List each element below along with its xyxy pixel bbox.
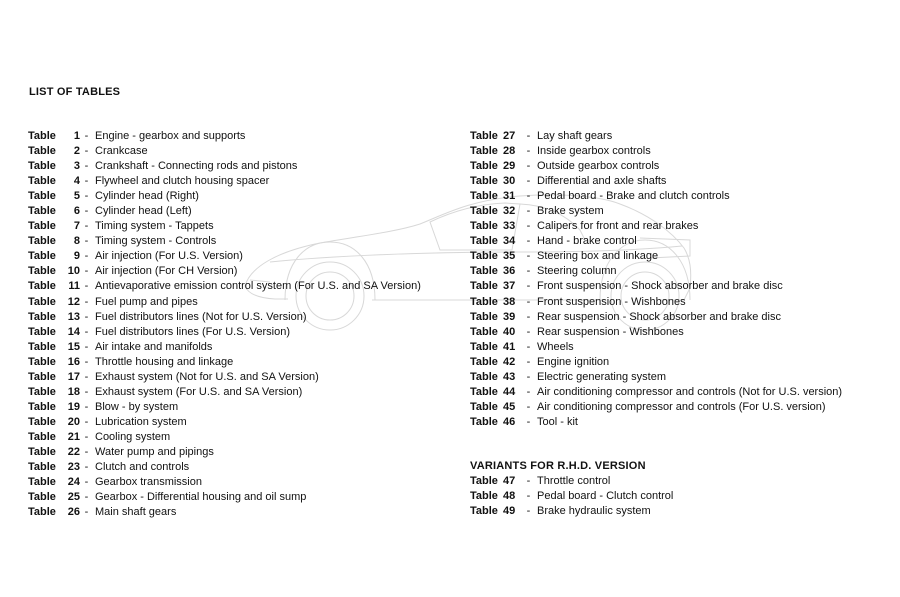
table-label xyxy=(28,385,80,400)
table-label xyxy=(28,490,80,505)
table-word: Table xyxy=(470,355,498,368)
table-number: 36 xyxy=(503,265,516,278)
table-label xyxy=(28,234,80,249)
table-entry xyxy=(470,144,842,159)
table-number: 18 xyxy=(67,385,80,398)
separator-dash: - xyxy=(526,280,531,293)
separator-dash: - xyxy=(526,325,531,338)
table-entry xyxy=(470,340,842,355)
separator-dash: - xyxy=(84,265,89,278)
table-number: 12 xyxy=(67,295,80,308)
separator-dash: - xyxy=(84,160,89,173)
table-word: Table xyxy=(28,415,56,428)
table-number: 16 xyxy=(67,355,80,368)
table-label xyxy=(470,264,522,279)
table-description: Exhaust system (For U.S. and SA Version) xyxy=(95,385,303,398)
table-entry xyxy=(28,279,421,294)
table-word: Table xyxy=(470,130,498,142)
table-entry xyxy=(28,385,421,400)
separator-dash: - xyxy=(84,235,89,248)
separator-dash: - xyxy=(84,385,89,398)
table-entry xyxy=(28,400,421,415)
table-label xyxy=(28,189,80,204)
table-label xyxy=(470,325,522,340)
table-description: Fuel distributors lines (For U.S. Version) xyxy=(95,325,291,338)
separator-dash: - xyxy=(84,325,89,338)
table-label xyxy=(28,325,80,340)
separator-dash: - xyxy=(84,355,89,368)
separator-dash: - xyxy=(526,385,531,398)
table-word: Table xyxy=(28,280,56,293)
separator-dash: - xyxy=(526,235,531,248)
table-number: 31 xyxy=(503,190,516,203)
table-word: Table xyxy=(470,145,498,158)
table-number: 4 xyxy=(73,175,80,188)
table-number: 1 xyxy=(73,130,80,142)
table-label xyxy=(470,370,522,385)
table-entry xyxy=(470,504,673,519)
table-entry xyxy=(28,445,421,460)
separator-dash: - xyxy=(84,205,89,218)
table-label xyxy=(28,310,80,325)
table-description: Main shaft gears xyxy=(95,506,177,519)
table-label xyxy=(28,430,80,445)
table-label xyxy=(470,204,522,219)
table-entry xyxy=(28,295,421,310)
table-number: 41 xyxy=(503,340,516,353)
table-word: Table xyxy=(28,430,56,443)
table-entry xyxy=(470,415,842,430)
table-number: 10 xyxy=(67,265,80,278)
table-number: 33 xyxy=(503,220,516,233)
table-number: 24 xyxy=(67,476,80,489)
table-entry xyxy=(28,129,421,144)
table-description: Cooling system xyxy=(95,430,171,443)
table-entry xyxy=(470,400,842,415)
separator-dash: - xyxy=(84,220,89,233)
table-entry xyxy=(28,490,421,505)
separator-dash: - xyxy=(526,370,531,383)
table-word: Table xyxy=(28,250,56,263)
table-entry xyxy=(470,159,842,174)
table-number: 26 xyxy=(67,506,80,519)
separator-dash: - xyxy=(526,295,531,308)
table-word: Table xyxy=(470,250,498,263)
separator-dash: - xyxy=(84,190,89,203)
table-label xyxy=(470,310,522,325)
separator-dash: - xyxy=(526,190,531,203)
table-entry xyxy=(28,144,421,159)
table-entry xyxy=(28,415,421,430)
separator-dash: - xyxy=(526,160,531,173)
separator-dash: - xyxy=(526,475,531,487)
table-label xyxy=(28,159,80,174)
table-word: Table xyxy=(28,160,56,173)
table-number: 28 xyxy=(503,145,516,158)
table-description: Air conditioning compressor and controls (For U.S. version) xyxy=(537,400,826,413)
table-description: Differential and axle shafts xyxy=(537,175,667,188)
table-number: 11 xyxy=(68,280,80,293)
table-label xyxy=(470,234,522,249)
table-word: Table xyxy=(28,355,56,368)
table-description: Pedal board - Brake and clutch controls xyxy=(537,190,730,203)
table-entry xyxy=(28,430,421,445)
table-word: Table xyxy=(470,385,498,398)
table-word: Table xyxy=(28,370,56,383)
separator-dash: - xyxy=(526,505,531,518)
separator-dash: - xyxy=(84,295,89,308)
table-word: Table xyxy=(28,461,56,474)
separator-dash: - xyxy=(84,310,89,323)
table-description: Front suspension - Shock absorber and brake disc xyxy=(537,280,783,293)
table-entry xyxy=(470,385,842,400)
table-description: Steering column xyxy=(537,265,617,278)
rhd-table-list xyxy=(470,474,673,519)
table-number: 3 xyxy=(73,160,80,173)
table-description: Cylinder head (Left) xyxy=(95,205,192,218)
table-description: Exhaust system (Not for U.S. and SA Version) xyxy=(95,370,319,383)
separator-dash: - xyxy=(526,145,531,158)
table-word: Table xyxy=(470,265,498,278)
table-entry xyxy=(470,204,842,219)
table-word: Table xyxy=(28,491,56,504)
separator-dash: - xyxy=(84,400,89,413)
separator-dash: - xyxy=(526,415,531,428)
table-label xyxy=(28,249,80,264)
table-word: Table xyxy=(28,205,56,218)
table-description: Tool - kit xyxy=(537,415,578,428)
separator-dash: - xyxy=(526,310,531,323)
table-number: 29 xyxy=(503,160,516,173)
table-description: Lay shaft gears xyxy=(537,130,613,142)
table-number: 21 xyxy=(67,430,80,443)
table-label xyxy=(28,400,80,415)
table-label xyxy=(28,370,80,385)
table-description: Fuel pump and pipes xyxy=(95,295,198,308)
table-description: Pedal board - Clutch control xyxy=(537,490,674,503)
table-description: Blow - by system xyxy=(95,400,179,413)
table-word: Table xyxy=(470,280,498,293)
table-description: Engine ignition xyxy=(537,355,610,368)
table-entry xyxy=(470,489,673,504)
table-number: 43 xyxy=(503,370,516,383)
table-entry xyxy=(470,325,842,340)
table-label xyxy=(28,174,80,189)
table-description: Lubrication system xyxy=(95,415,187,428)
table-description: Engine - gearbox and supports xyxy=(95,130,246,142)
table-entry xyxy=(28,475,421,490)
table-label xyxy=(28,355,80,370)
table-description: Timing system - Tappets xyxy=(95,220,214,233)
table-description: Fuel distributors lines (Not for U.S. Version) xyxy=(95,310,307,323)
table-description: Cylinder head (Right) xyxy=(95,190,199,203)
table-number: 35 xyxy=(503,250,516,263)
table-word: Table xyxy=(470,205,498,218)
separator-dash: - xyxy=(526,340,531,353)
table-description: Gearbox - Differential housing and oil sump xyxy=(95,491,307,504)
table-entry xyxy=(470,310,842,325)
table-label xyxy=(470,144,522,159)
table-label xyxy=(470,249,522,264)
table-label xyxy=(470,355,522,370)
table-word: Table xyxy=(470,475,498,487)
table-label xyxy=(470,489,522,504)
table-label xyxy=(470,400,522,415)
table-entry xyxy=(28,249,421,264)
table-description: Electric generating system xyxy=(537,370,666,383)
table-label xyxy=(470,219,522,234)
table-number: 20 xyxy=(67,415,80,428)
table-entry xyxy=(470,279,842,294)
table-word: Table xyxy=(28,235,56,248)
table-word: Table xyxy=(28,445,56,458)
table-number: 48 xyxy=(503,490,516,503)
table-label xyxy=(28,264,80,279)
table-entry xyxy=(470,129,842,144)
table-word: Table xyxy=(470,340,498,353)
table-number: 32 xyxy=(503,205,516,218)
separator-dash: - xyxy=(84,461,89,474)
table-description: Throttle housing and linkage xyxy=(95,355,234,368)
table-entry xyxy=(28,159,421,174)
separator-dash: - xyxy=(526,490,531,503)
table-number: 6 xyxy=(73,205,80,218)
table-number: 25 xyxy=(67,491,80,504)
table-word: Table xyxy=(28,265,56,278)
separator-dash: - xyxy=(84,445,89,458)
page-title: LIST OF TABLES xyxy=(29,86,121,98)
table-label xyxy=(28,415,80,430)
table-word: Table xyxy=(470,490,498,503)
table-description: Flywheel and clutch housing spacer xyxy=(95,175,270,188)
table-word: Table xyxy=(28,145,56,158)
table-entry xyxy=(470,174,842,189)
table-number: 22 xyxy=(67,445,80,458)
table-description: Wheels xyxy=(537,340,574,353)
separator-dash: - xyxy=(84,130,89,142)
table-number: 17 xyxy=(67,370,80,383)
table-description: Air conditioning compressor and controls (Not for U.S. version) xyxy=(537,385,843,398)
table-word: Table xyxy=(470,295,498,308)
table-number: 39 xyxy=(503,310,516,323)
table-word: Table xyxy=(470,505,498,518)
table-word: Table xyxy=(28,295,56,308)
table-word: Table xyxy=(470,310,498,323)
table-description: Inside gearbox controls xyxy=(537,145,651,158)
table-entry xyxy=(28,234,421,249)
separator-dash: - xyxy=(84,250,89,263)
table-entry xyxy=(28,355,421,370)
table-number: 14 xyxy=(67,325,80,338)
table-number: 2 xyxy=(73,145,80,158)
table-number: 7 xyxy=(73,220,80,233)
table-description: Air injection (For U.S. Version) xyxy=(95,250,243,263)
separator-dash: - xyxy=(84,415,89,428)
separator-dash: - xyxy=(526,400,531,413)
table-entry xyxy=(28,204,421,219)
table-entry xyxy=(28,370,421,385)
table-label xyxy=(470,189,522,204)
table-label xyxy=(28,219,80,234)
table-description: Timing system - Controls xyxy=(95,235,217,248)
table-label xyxy=(28,129,80,144)
separator-dash: - xyxy=(84,476,89,489)
table-label xyxy=(470,474,522,489)
table-description: Rear suspension - Wishbones xyxy=(537,325,684,338)
table-number: 30 xyxy=(503,175,516,188)
table-word: Table xyxy=(470,400,498,413)
table-entry xyxy=(28,310,421,325)
table-number: 13 xyxy=(67,310,80,323)
table-description: Calipers for front and rear brakes xyxy=(537,220,699,233)
table-number: 19 xyxy=(67,400,80,413)
table-entry xyxy=(470,219,842,234)
table-number: 9 xyxy=(73,250,80,263)
separator-dash: - xyxy=(84,430,89,443)
table-word: Table xyxy=(28,385,56,398)
table-word: Table xyxy=(28,476,56,489)
table-description: Antievaporative emission control system (For U.S. and SA Version) xyxy=(95,280,421,293)
table-entry xyxy=(470,189,842,204)
separator-dash: - xyxy=(526,130,531,142)
table-word: Table xyxy=(28,325,56,338)
table-word: Table xyxy=(470,325,498,338)
table-label xyxy=(470,129,522,144)
table-word: Table xyxy=(28,400,56,413)
separator-dash: - xyxy=(84,370,89,383)
table-label xyxy=(470,504,522,519)
table-description: Rear suspension - Shock absorber and brake disc xyxy=(537,310,781,323)
table-entry xyxy=(28,460,421,475)
separator-dash: - xyxy=(84,506,89,519)
table-word: Table xyxy=(28,220,56,233)
table-number: 44 xyxy=(503,385,516,398)
table-description: Steering box and linkage xyxy=(537,250,659,263)
table-description: Gearbox transmission xyxy=(95,476,202,489)
table-entry xyxy=(28,264,421,279)
table-label xyxy=(28,445,80,460)
right-table-list xyxy=(470,129,842,430)
table-description: Front suspension - Wishbones xyxy=(537,295,686,308)
table-number: 23 xyxy=(67,461,80,474)
table-label xyxy=(28,460,80,475)
table-entry xyxy=(470,370,842,385)
table-word: Table xyxy=(28,130,56,142)
table-description: Crankshaft - Connecting rods and pistons xyxy=(95,160,298,173)
table-word: Table xyxy=(470,235,498,248)
rhd-section-title: VARIANTS FOR R.H.D. VERSION xyxy=(470,460,646,472)
table-description: Brake hydraulic system xyxy=(537,505,651,518)
table-entry xyxy=(470,295,842,310)
table-number: 15 xyxy=(67,340,80,353)
table-word: Table xyxy=(470,220,498,233)
separator-dash: - xyxy=(84,175,89,188)
table-number: 46 xyxy=(503,415,516,428)
separator-dash: - xyxy=(526,175,531,188)
table-label xyxy=(28,279,80,294)
table-word: Table xyxy=(28,340,56,353)
table-entry xyxy=(28,174,421,189)
table-word: Table xyxy=(470,415,498,428)
table-word: Table xyxy=(470,160,498,173)
table-entry xyxy=(470,355,842,370)
separator-dash: - xyxy=(526,205,531,218)
table-description: Hand - brake control xyxy=(537,235,637,248)
table-entry xyxy=(28,189,421,204)
table-label xyxy=(28,340,80,355)
separator-dash: - xyxy=(84,491,89,504)
table-label xyxy=(470,295,522,310)
table-label xyxy=(470,415,522,430)
table-description: Clutch and controls xyxy=(95,461,190,474)
table-description: Outside gearbox controls xyxy=(537,160,660,173)
table-word: Table xyxy=(470,175,498,188)
table-word: Table xyxy=(28,506,56,519)
table-number: 47 xyxy=(503,475,516,487)
table-label xyxy=(28,505,80,520)
separator-dash: - xyxy=(526,220,531,233)
left-table-list xyxy=(28,129,421,520)
table-word: Table xyxy=(470,370,498,383)
table-number: 34 xyxy=(503,235,516,248)
table-number: 49 xyxy=(503,505,516,518)
table-number: 27 xyxy=(503,130,516,142)
separator-dash: - xyxy=(84,145,89,158)
table-description: Throttle control xyxy=(537,475,611,487)
table-entry xyxy=(28,340,421,355)
table-entry xyxy=(28,505,421,520)
table-entry xyxy=(470,264,842,279)
table-number: 5 xyxy=(73,190,80,203)
table-number: 38 xyxy=(503,295,516,308)
table-label xyxy=(28,144,80,159)
table-label xyxy=(470,385,522,400)
separator-dash: - xyxy=(526,265,531,278)
table-label xyxy=(28,295,80,310)
table-description: Brake system xyxy=(537,205,604,218)
table-label xyxy=(470,340,522,355)
table-number: 8 xyxy=(73,235,80,248)
separator-dash: - xyxy=(526,250,531,263)
table-label xyxy=(28,475,80,490)
table-entry xyxy=(470,234,842,249)
table-word: Table xyxy=(470,190,498,203)
table-word: Table xyxy=(28,175,56,188)
table-label xyxy=(470,159,522,174)
table-description: Air intake and manifolds xyxy=(95,340,213,353)
table-number: 45 xyxy=(503,400,516,413)
table-word: Table xyxy=(28,190,56,203)
separator-dash: - xyxy=(526,355,531,368)
separator-dash: - xyxy=(84,280,89,293)
table-label xyxy=(28,204,80,219)
table-description: Crankcase xyxy=(95,145,148,158)
table-entry xyxy=(28,325,421,340)
separator-dash: - xyxy=(84,340,89,353)
table-label xyxy=(470,174,522,189)
table-number: 40 xyxy=(503,325,516,338)
table-entry xyxy=(470,474,673,489)
table-description: Air injection (For CH Version) xyxy=(95,265,238,278)
table-label xyxy=(470,279,522,294)
table-number: 37 xyxy=(503,280,516,293)
table-description: Water pump and pipings xyxy=(95,445,214,458)
table-word: Table xyxy=(28,310,56,323)
table-entry xyxy=(28,219,421,234)
table-entry xyxy=(470,249,842,264)
table-number: 42 xyxy=(503,355,516,368)
